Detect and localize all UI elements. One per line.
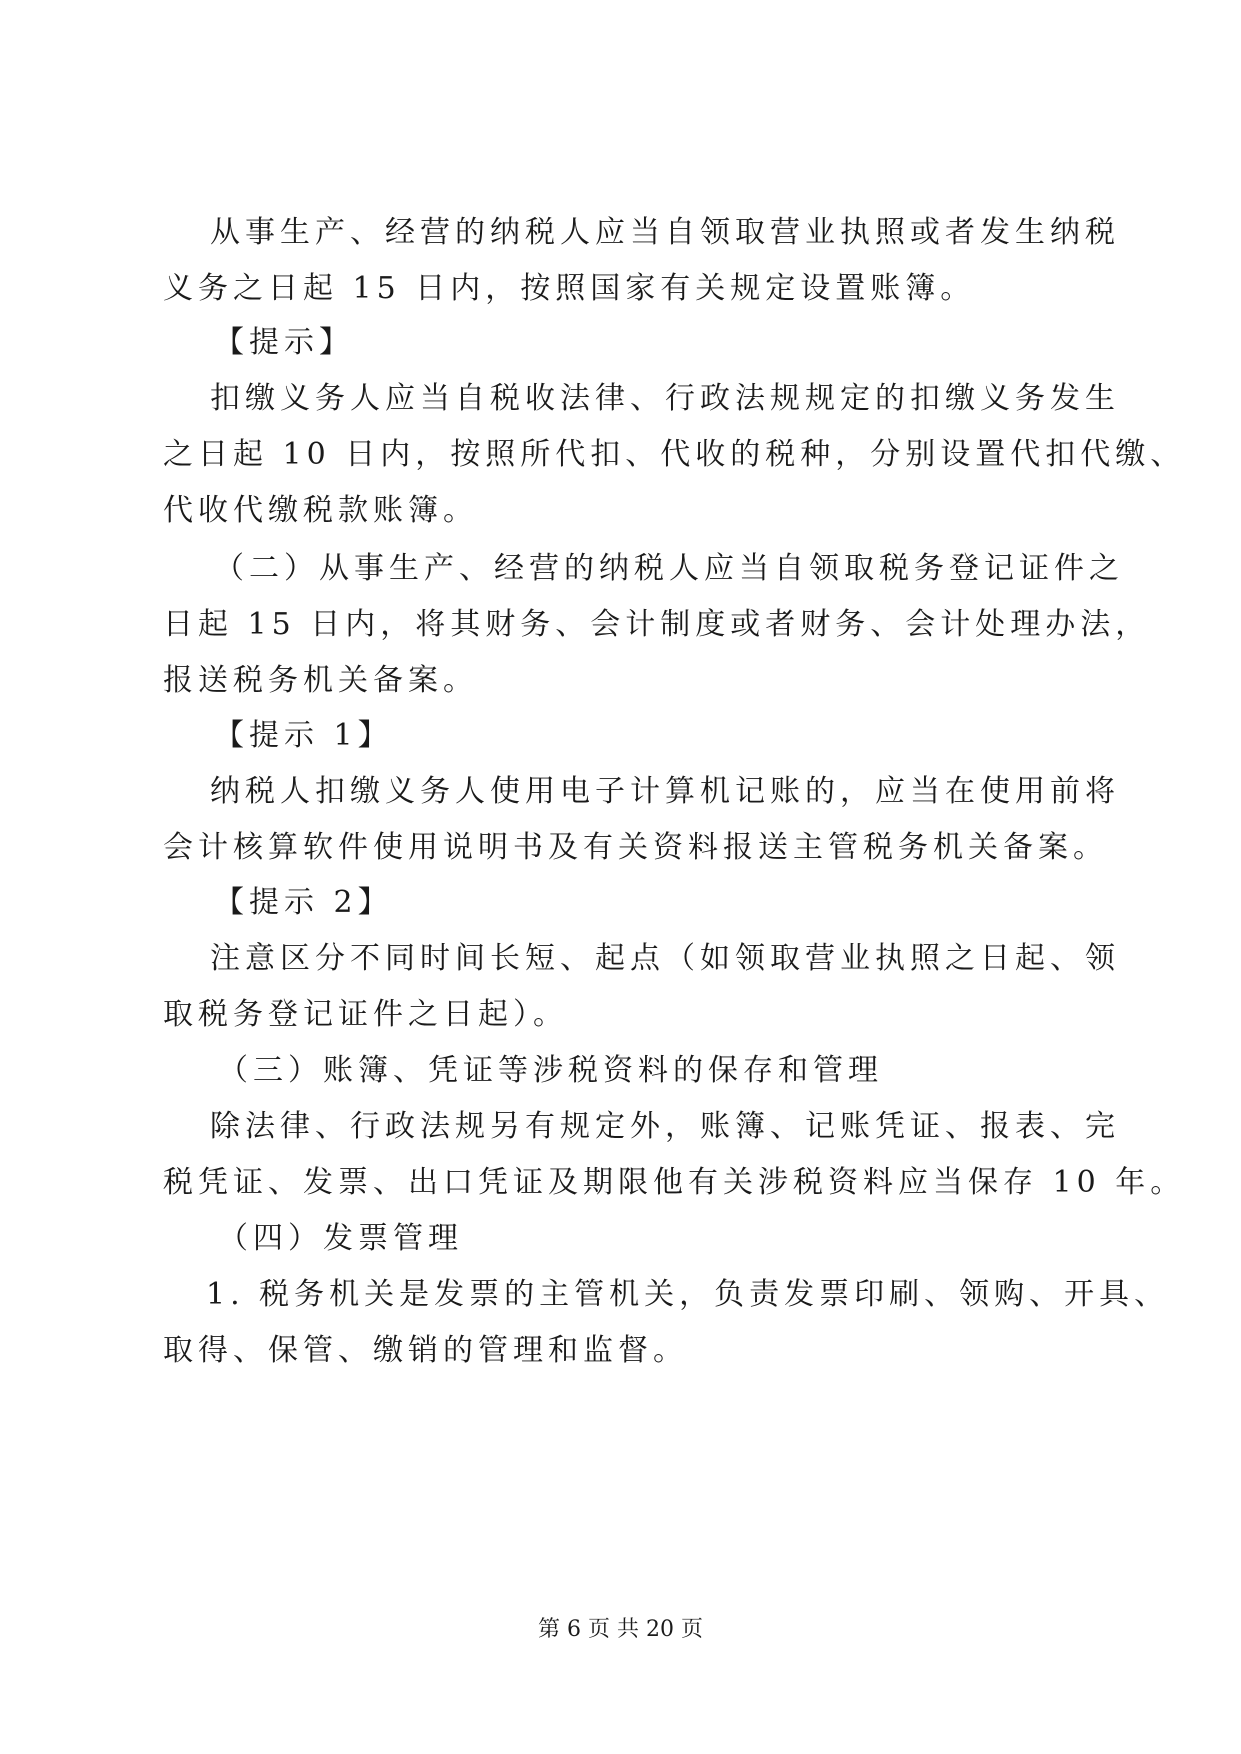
- paragraph-line: 之日起 10 日内，按照所代扣、代收的税种，分别设置代扣代缴、: [163, 437, 1186, 472]
- tip-heading: 【提示】: [214, 325, 354, 360]
- paragraph-line: 纳税人扣缴义务人使用电子计算机记账的，应当在使用前将: [210, 774, 1120, 809]
- paragraph-line: 会计核算软件使用说明书及有关资料报送主管税务机关备案。: [163, 830, 1108, 865]
- paragraph-line: 取得、保管、缴销的管理和监督。: [163, 1333, 688, 1368]
- paragraph-line: 从事生产、经营的纳税人应当自领取营业执照或者发生纳税: [210, 215, 1120, 250]
- section-heading: （三）账簿、凭证等涉税资料的保存和管理: [218, 1053, 883, 1088]
- section-heading: （四）发票管理: [218, 1221, 463, 1256]
- paragraph-line: 代收代缴税款账簿。: [163, 493, 478, 528]
- tip-heading: 【提示 1】: [214, 718, 393, 753]
- paragraph-line: 报送税务机关备案。: [163, 663, 478, 698]
- page-footer: 第 6 页 共 20 页: [538, 1617, 703, 1642]
- paragraph-line: 取税务登记证件之日起）。: [163, 997, 568, 1032]
- paragraph-line: 扣缴义务人应当自税收法律、行政法规规定的扣缴义务发生: [210, 381, 1120, 416]
- paragraph-line: 日起 15 日内，将其财务、会计制度或者财务、会计处理办法，: [163, 607, 1151, 642]
- paragraph-line: 除法律、行政法规另有规定外，账簿、记账凭证、报表、完: [210, 1109, 1120, 1144]
- tip-heading: 【提示 2】: [214, 885, 393, 920]
- section-line: （二）从事生产、经营的纳税人应当自领取税务登记证件之: [214, 551, 1124, 586]
- paragraph-line: 义务之日起 15 日内，按照国家有关规定设置账簿。: [163, 271, 976, 306]
- paragraph-line: 1. 税务机关是发票的主管机关，负责发票印刷、领购、开具、: [206, 1277, 1170, 1312]
- paragraph-line: 税凭证、发票、出口凭证及期限他有关涉税资料应当保存 10 年。: [163, 1165, 1186, 1200]
- paragraph-line: 注意区分不同时间长短、起点（如领取营业执照之日起、领: [210, 941, 1120, 976]
